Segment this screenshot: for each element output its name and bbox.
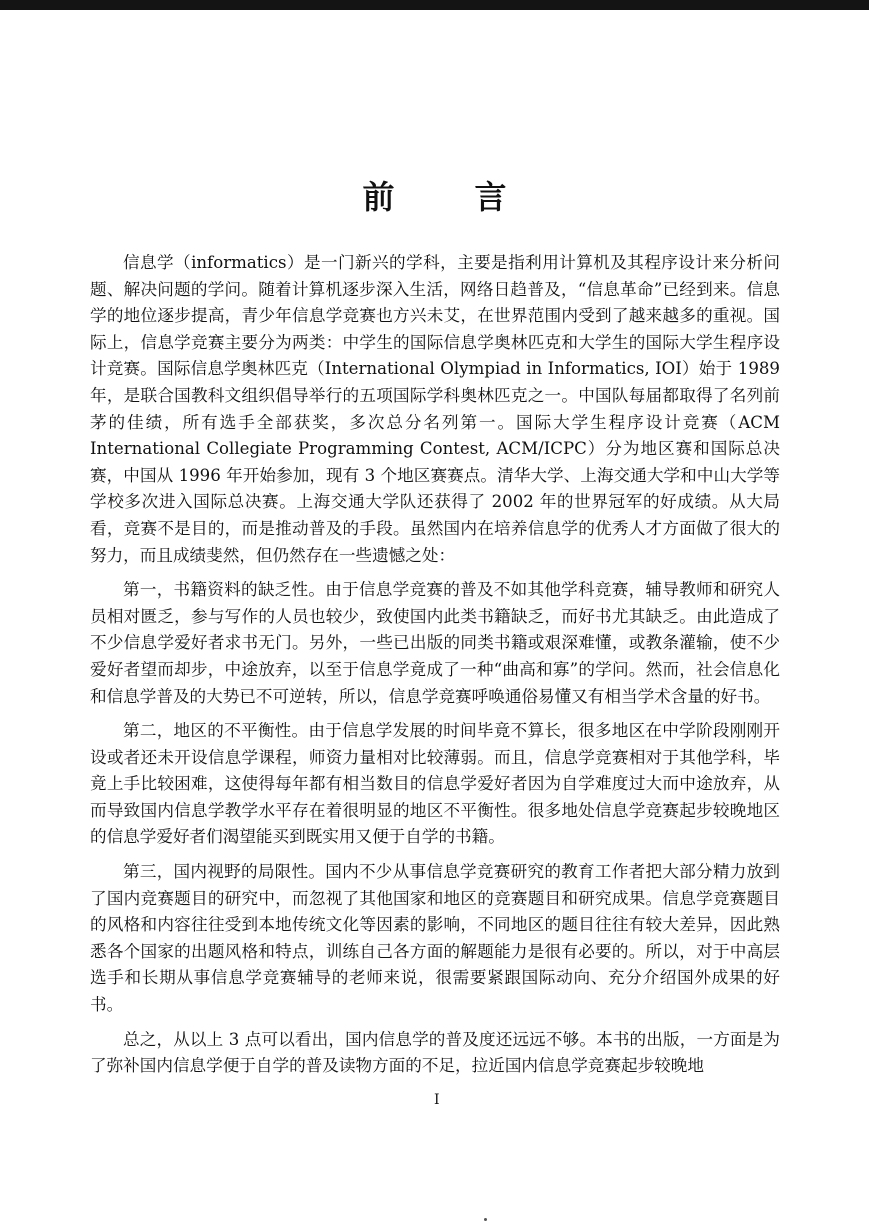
paragraph-2: 第一，书籍资料的缺乏性。由于信息学竞赛的普及不如其他学科竞赛，辅导教师和研究人员相对匮乏，参与写作的人员也较少，致使国内此类书籍缺乏，而好书尤其缺乏。由此造成了不少信息学爱好者求书无门。另外，一些已出版的同类书籍或艰深难懂，或教条灌输，使不少爱好者望而却步，中途放弃，以至于信息学竟成了一种“曲高和寡”的学问。然而，社会信息化和信息学普及的大势已不可逆转，所以，信息学竞赛呼唤通俗易懂又有相当学术含量的好书。 xyxy=(90,580,780,706)
paragraph-4: 第三，国内视野的局限性。国内不少从事信息学竞赛研究的教育工作者把大部分精力放到了国内竞赛题目的研究中，而忽视了其他国家和地区的竞赛题目和研究成果。信息学竞赛题目的风格和内容往往受到本地传统文化等因素的影响，不同地区的题目往往有较大差异，因此熟悉各个国家的出题风格和特点，训练自己各方面的解题能力是很有必要的。所以，对于中高层选手和长期从事信息学竞赛辅导的老师来说，很需要紧跟国际动向、充分介绍国外成果的好书。 xyxy=(90,862,780,1015)
preface-body xyxy=(90,250,780,1088)
scan-speck xyxy=(484,1218,487,1221)
page-number-mark: I xyxy=(434,1092,440,1108)
paragraph-3: 第二，地区的不平衡性。由于信息学发展的时间毕竟不算长，很多地区在中学阶段刚刚开设或者还未开设信息学课程，师资力量相对比较薄弱。而且，信息学竞赛相对于其他学科，毕竟上手比较困难，这使得每年都有相当数目的信息学爱好者因为自学难度过大而中途放弃，从而导致国内信息学教学水平存在着很明显的地区不平衡性。很多地处信息学竞赛起步较晚地区的信息学爱好者们渴望能买到既实用又便于自学的书籍。 xyxy=(90,721,780,847)
page-top-rule xyxy=(0,0,869,10)
paragraph-1: 信息学（informatics）是一门新兴的学科，主要是指利用计算机及其程序设计来分析问题、解决问题的学问。随着计算机逐步深入生活，网络日趋普及，“信息革命”已经到来。信息学的地位逐步提高，青少年信息学竞赛也方兴未艾，在世界范围内受到了越来越多的重视。国际上，信息学竞赛主要分为两类：中学生的国际信息学奥林匹克和大学生的国际大学生程序设计竞赛。国际信息学奥林匹克（International Olympiad in Informatics, IOI）始于 1989 年，是联合国教科文组织倡导举行的五项国际学科奥林匹克之一。中国队每届都取得了名列前茅的佳绩，所有选手全部获奖，多次总分名列第一。国际大学生程序设计竞赛（ACM International Collegiate Programming Contest, ACM/ICPC）分为地区赛和国际总决赛，中国从 1996 年开始参加，现有 3 个地区赛赛点。清华大学、上海交通大学和中山大学等学校多次进入国际总决赛。上海交通大学队还获得了 2002 年的世界冠军的好成绩。从大局看，竞赛不是目的，而是推动普及的手段。虽然国内在培养信息学的优秀人才方面做了很大的努力，而且成绩斐然，但仍然存在一些遗憾之处： xyxy=(90,253,780,565)
page-title: 前言 xyxy=(362,178,587,217)
paragraph-5: 总之，从以上 3 点可以看出，国内信息学的普及度还远远不够。本书的出版，一方面是为了弥补国内信息学便于自学的普及读物方面的不足，拉近国内信息学竞赛起步较晚地 xyxy=(90,1029,780,1076)
